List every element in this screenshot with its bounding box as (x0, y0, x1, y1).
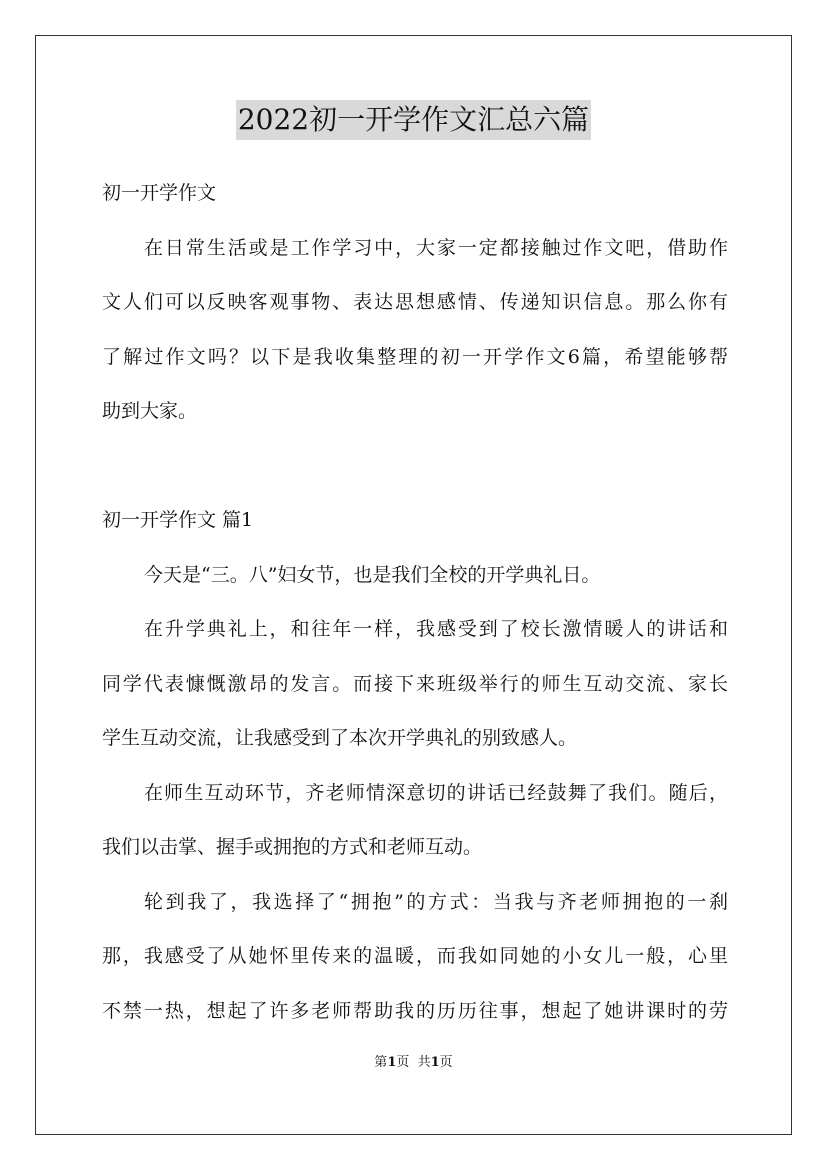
footer-page-suffix: 页 (439, 1055, 453, 1070)
intro-line-4: 助到大家。 (102, 400, 198, 422)
para4-line-3: 不禁一热，想起了许多老师帮助我的历历往事，想起了她讲课时的劳 (102, 999, 728, 1022)
footer-page-current: 1 (387, 1055, 397, 1070)
page-footer (0, 1054, 827, 1072)
footer-page-total: 1 (430, 1055, 440, 1070)
document-body (102, 166, 728, 1038)
intro-line-1: 在日常生活或是工作学习中，大家一定都接触过作文吧，借助作 (144, 236, 728, 259)
document-title: 2022初一开学作文汇总六篇 (236, 100, 591, 140)
spacer (102, 439, 728, 494)
para2-line-3: 学生互动交流，让我感受到了本次开学典礼的别致感人。 (102, 727, 578, 749)
footer-page-prefix: 第 (374, 1055, 388, 1070)
intro-line-3: 了解过作文吗？以下是我收集整理的初一开学作文6篇，希望能够帮 (102, 345, 728, 368)
para1-line-1: 今天是“三。八”妇女节，也是我们全校的开学典礼日。 (144, 563, 601, 586)
para4-line-1: 轮到我了，我选择了“拥抱”的方式：当我与齐老师拥抱的一刹 (144, 890, 728, 913)
title-container (0, 100, 827, 140)
section-heading-1: 初一开学作文 篇1 (102, 509, 254, 531)
section-heading-intro: 初一开学作文 (102, 182, 217, 204)
para4-line-2: 那，我感受了从她怀里传来的温暖，而我如同她的小女儿一般，心里 (102, 945, 728, 967)
footer-page-mid: 页 共 (396, 1055, 431, 1070)
para2-line-2: 同学代表慷慨激昂的发言。而接下来班级举行的师生互动交流、家长 (102, 672, 728, 695)
para3-line-2: 我们以击掌、握手或拥抱的方式和老师互动。 (102, 836, 483, 858)
para3-line-1: 在师生互动环节，齐老师情深意切的讲话已经鼓舞了我们。随后， (144, 781, 728, 804)
intro-line-2: 文人们可以反映客观事物、表达思想感情、传递知识信息。那么你有 (102, 291, 728, 313)
para2-line-1: 在升学典礼上，和往年一样，我感受到了校长激情暖人的讲话和 (144, 618, 728, 640)
